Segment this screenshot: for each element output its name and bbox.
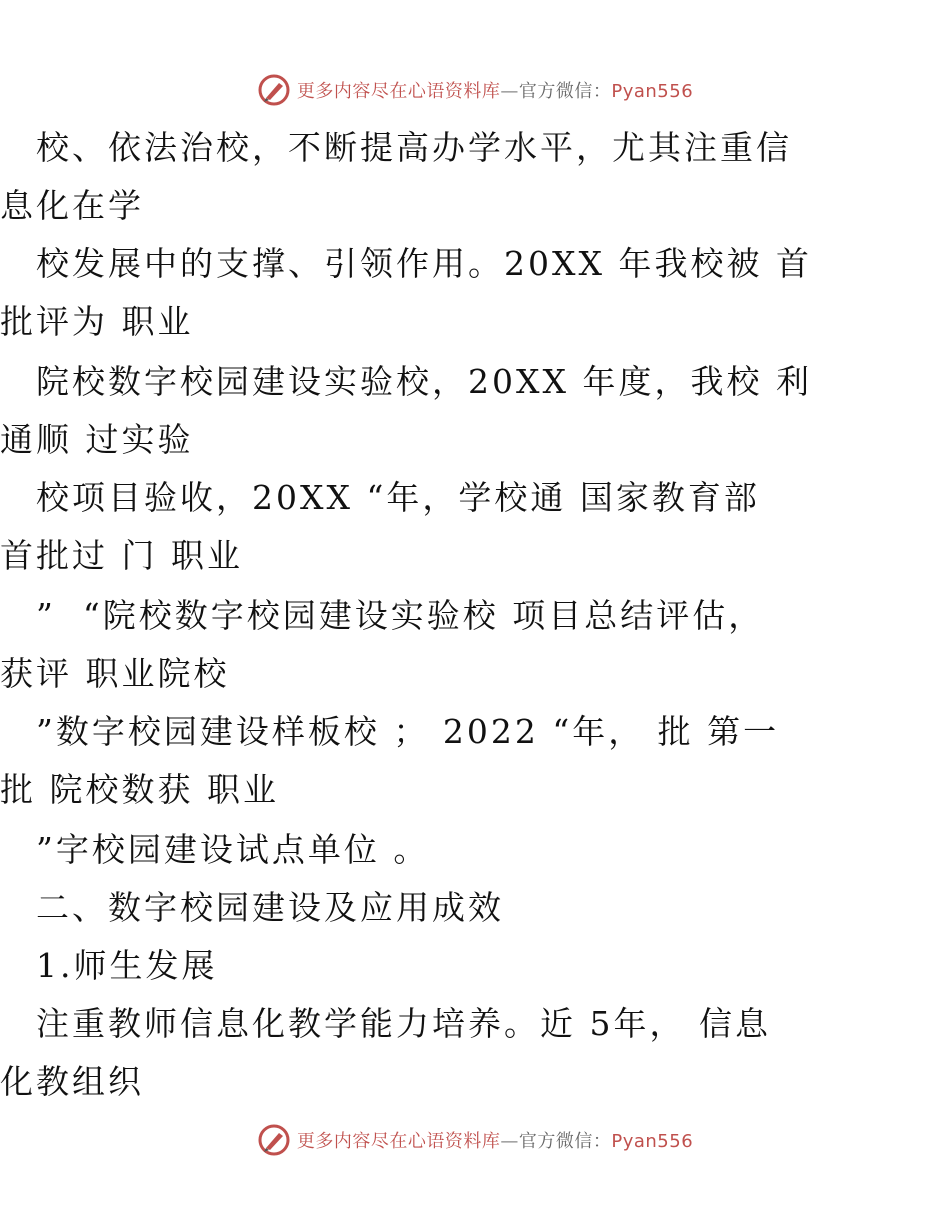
body-line: 化教组织	[0, 1062, 144, 1101]
watermark-brand: 更多内容尽在心语资料库	[296, 1131, 501, 1152]
watermark-brand: 更多内容尽在心语资料库	[296, 81, 501, 102]
watermark-separator: —	[500, 81, 519, 102]
pen-logo-icon	[257, 1123, 291, 1157]
body-line: 校发展中的支撑、引领作用。20XX 年我校被 首	[0, 244, 812, 283]
pen-logo-icon	[257, 73, 291, 107]
watermark-wechat-label: 官方微信：	[518, 81, 612, 102]
watermark-text	[297, 1127, 693, 1153]
footer-watermark	[0, 1120, 950, 1160]
body-line: 批评为 职业	[0, 302, 194, 341]
body-line: 通顺 过实验	[0, 420, 194, 459]
watermark-separator: —	[500, 1131, 519, 1152]
watermark-text	[297, 77, 693, 103]
section-heading: 二、数字校园建设及应用成效	[0, 888, 504, 927]
watermark-wechat-id: Pyan556	[611, 81, 694, 102]
body-line: 获评 职业院校	[0, 654, 230, 693]
body-line: 批 院校数获 职业	[0, 770, 279, 809]
body-line: 注重教师信息化教学能力培养。近 5年， 信息	[0, 1004, 771, 1043]
watermark-wechat-label: 官方微信：	[518, 1131, 612, 1152]
header-watermark	[0, 70, 950, 110]
body-line: ” “院校数字校园建设实验校 项目总结评估，	[0, 596, 765, 635]
body-line: 校、依法治校，不断提高办学水平，尤其注重信	[0, 128, 792, 167]
body-line: 息化在学	[0, 186, 144, 225]
subsection-heading: 1.师生发展	[0, 946, 218, 985]
body-line: 校项目验收，20XX “年，学校通 国家教育部	[0, 478, 760, 517]
body-line: 首批过 门 职业	[0, 536, 243, 575]
body-line: ”字校园建设试点单位 。	[0, 830, 430, 869]
body-line: 院校数字校园建设实验校，20XX 年度，我校 利	[0, 362, 812, 401]
watermark-wechat-id: Pyan556	[611, 1131, 694, 1152]
body-line: ”数字校园建设样板校 ； 2022 “年， 批 第一	[0, 712, 780, 751]
